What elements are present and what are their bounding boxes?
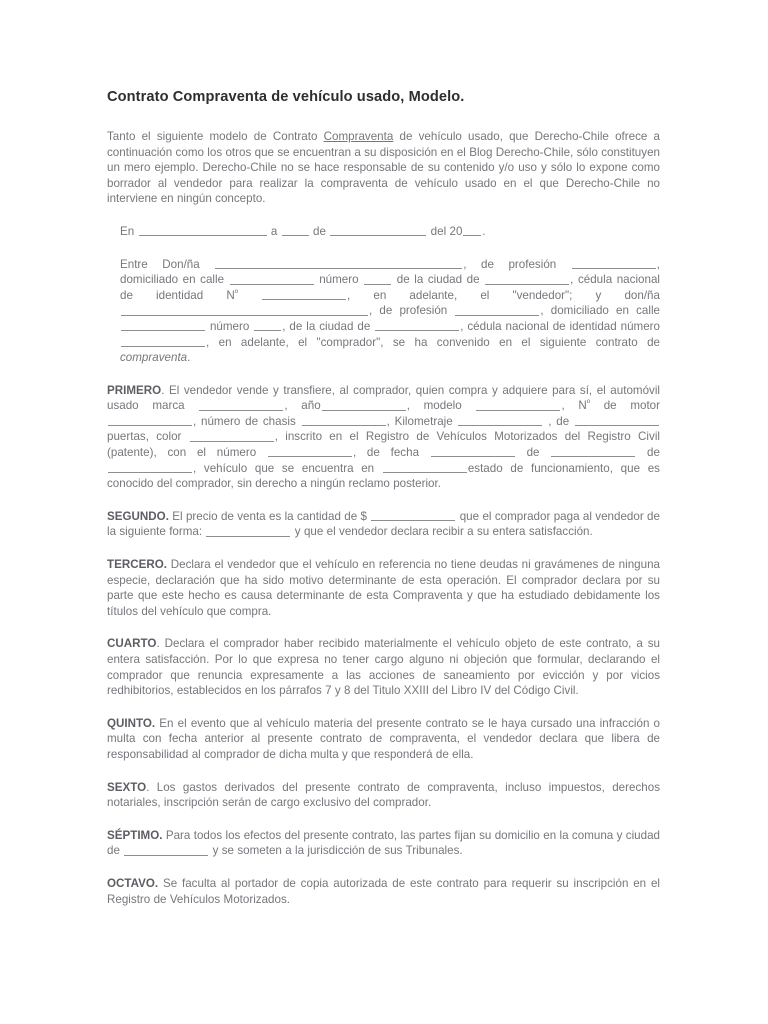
registration-year-blank[interactable]	[108, 461, 192, 473]
engine-number-blank[interactable]	[108, 415, 192, 427]
clause-lead-octavo: OCTAVO.	[107, 876, 159, 890]
clause-lead-cuarto: CUARTO	[107, 637, 157, 651]
day-blank[interactable]	[282, 225, 309, 237]
clause-lead-primero: PRIMERO	[107, 383, 162, 397]
parties-label-ciudad: de la ciudad de	[396, 273, 480, 287]
compraventa-link[interactable]: Compraventa	[323, 129, 394, 143]
jurisdiction-city-blank[interactable]	[124, 844, 208, 856]
primero-text-13: de	[647, 446, 660, 460]
primero-text-4: , N	[561, 399, 587, 413]
segundo-text-3: y que el vendedor declara recibir a su entera satisfacción.	[291, 525, 593, 539]
mileage-blank[interactable]	[458, 415, 542, 427]
place-date-label-del: del 20	[430, 224, 463, 238]
seller-id-blank[interactable]	[262, 288, 346, 300]
place-date-period: .	[482, 224, 486, 238]
primero-text-5: de motor	[589, 399, 661, 413]
parties-label-profesion: , de profesión	[463, 257, 557, 271]
place-date-label-en: En	[120, 224, 135, 238]
primero-text-8: , de	[543, 414, 570, 428]
cuarto-text: . Declara el comprador haber recibido materialmente el vehículo objeto de este contrato, a su entera satisfacción. Por lo que expresa no tener cargo alguno ni objeción que formular, declarando el comprador que renuncia expresamente a las acciones de saneamiento por evicción y por vicios redhibitorios, establecidos en los párrafos 7 y 8 del Titulo XXIII del Libro IV del Código Civil.	[107, 637, 660, 698]
primero-text-3: , modelo	[406, 399, 462, 413]
month-blank[interactable]	[330, 225, 426, 237]
primero-text-15: estado de funcionamiento, que es conocido del comprador, sin derecho a ningún reclamo posterior.	[107, 461, 660, 491]
clause-octavo	[107, 876, 660, 907]
ordinal-marker-motor: º	[586, 398, 590, 409]
buyer-profession-blank[interactable]	[455, 304, 539, 316]
parties-label-numero-2: número	[209, 319, 250, 333]
parties-label-profesion-2: , de profesión	[369, 304, 448, 318]
primero-text-10: , inscrito en el Registro de Vehículos Motorizados del Registro Civil (patente), con el número	[107, 430, 660, 460]
plate-number-blank[interactable]	[268, 446, 352, 458]
vehicle-model-blank[interactable]	[476, 399, 560, 411]
clause-primero	[107, 383, 660, 492]
clause-sexto	[107, 780, 660, 811]
page-title: Contrato Compraventa de vehículo usado, Modelo.	[107, 89, 465, 105]
buyer-id-blank[interactable]	[121, 335, 205, 347]
color-blank[interactable]	[190, 430, 274, 442]
buyer-street-blank[interactable]	[121, 320, 205, 332]
clause-lead-tercero: TERCERO.	[107, 558, 167, 572]
place-and-date-line	[107, 224, 660, 240]
clause-lead-segundo: SEGUNDO.	[107, 509, 169, 523]
primero-text-9: puertas, color	[107, 430, 182, 444]
septimo-text-2: y se someten a la jurisdicción de sus Tribunales.	[209, 844, 463, 858]
parties-label-cedula: , cédula nacional de identidad N	[120, 273, 660, 302]
condition-blank[interactable]	[383, 461, 467, 473]
tercero-text: Declara el vendedor que el vehículo en referencia no tiene deudas ni gravámenes de ninguna especie, declaración que ha sido motivo determinante de esta operación. El comprador declara por su parte que este hecho es causa determinante de esta Compraventa y que ha estudiado debidamente los títulos del vehículo que compra.	[107, 558, 660, 618]
seller-street-blank[interactable]	[230, 273, 314, 285]
parties-period: .	[187, 351, 191, 365]
buyer-street-number-blank[interactable]	[254, 320, 281, 332]
seller-name-blank[interactable]	[215, 257, 462, 269]
payment-form-blank[interactable]	[206, 525, 290, 537]
clause-lead-quinto: QUINTO.	[107, 716, 156, 730]
primero-text-1: . El vendedor vende y transfiere, al comprador, quien compra y adquiere para sí, el automóvil usado marca	[107, 383, 660, 413]
primero-text-2: , año	[284, 399, 321, 413]
clause-septimo	[107, 828, 660, 859]
parties-label-vendedor: , en adelante, el "vendedor"; y don/ña	[347, 288, 660, 302]
primero-text-6: , número de chasis	[193, 414, 296, 428]
doors-blank[interactable]	[575, 415, 659, 427]
intro-paragraph	[107, 129, 660, 207]
seller-street-number-blank[interactable]	[364, 273, 391, 285]
clause-segundo	[107, 509, 660, 540]
sexto-text: . Los gastos derivados del presente contrato de compraventa, incluso impuestos, derechos notariales, inscripción serán de cargo exclusivo del comprador.	[107, 780, 660, 810]
parties-label-domiciliado-2: , domiciliado en calle	[540, 304, 660, 318]
parties-label-domiciliado: , domiciliado en calle	[120, 257, 660, 287]
registration-day-blank[interactable]	[431, 446, 515, 458]
primero-text-7: , Kilometraje	[386, 414, 453, 428]
year-blank[interactable]	[463, 225, 481, 237]
place-date-label-a: a	[270, 224, 278, 238]
clause-lead-septimo: SÉPTIMO.	[107, 828, 163, 842]
septimo-text-1: Para todos los efectos del presente contrato, las partes fijan su domicilio en la comuna y ciudad de	[107, 828, 660, 858]
compraventa-italic: compraventa	[120, 351, 188, 365]
parties-label-entre: Entre Don/ña	[120, 257, 200, 271]
clause-lead-sexto: SEXTO	[107, 780, 147, 794]
segundo-text-2: que el comprador paga al vendedor de la siguiente forma:	[107, 509, 660, 539]
buyer-city-blank[interactable]	[375, 320, 459, 332]
ordinal-marker: º	[234, 287, 238, 298]
quinto-text: En el evento que al vehículo materia del presente contrato se le haya cursado una infracción o multa con fecha anterior al presente contrato de compraventa, el vendedor declara que libera de responsabilidad al comprador de dicha multa y que responderá de ella.	[107, 716, 660, 761]
vehicle-year-blank[interactable]	[322, 399, 406, 411]
parties-label-numero: número	[319, 273, 359, 287]
intro-text-after-link: de vehículo usado, que Derecho-Chile ofrece a continuación como los otros que se encuentran a su disposición en el Blog Derecho-Chile, sólo constituyen un mero ejemplo. Derecho-Chile no se hace responsable de su contenido y/o uso y sólo lo expone como borrador al vendedor para realizar la compraventa de vehículo usado en el que Derecho-Chile no interviene en ningún concepto.	[107, 129, 660, 206]
chassis-number-blank[interactable]	[302, 415, 386, 427]
primero-text-11: , de fecha	[352, 446, 420, 460]
primero-text-12: de	[526, 446, 540, 460]
parties-label-comprador: , en adelante, el "comprador", se ha convenido en el siguiente contrato de	[206, 335, 660, 349]
parties-label-ciudad-2: , de la ciudad de	[282, 319, 371, 333]
segundo-text-1: El precio de venta es la cantidad de $	[168, 509, 367, 523]
parties-paragraph	[107, 257, 660, 366]
clause-quinto	[107, 716, 660, 763]
clause-cuarto	[107, 636, 660, 698]
registration-month-blank[interactable]	[551, 446, 635, 458]
clause-tercero	[107, 557, 660, 619]
primero-text-14: , vehículo que se encuentra en	[193, 461, 375, 475]
vehicle-brand-blank[interactable]	[199, 399, 283, 411]
parties-label-cedula-2: , cédula nacional de identidad número	[460, 319, 660, 333]
price-blank[interactable]	[371, 510, 455, 522]
seller-profession-blank[interactable]	[572, 257, 656, 269]
octavo-text: Se faculta al portador de copia autorizada de este contrato para requerir su inscripción en el Registro de Vehículos Motorizados.	[107, 876, 660, 906]
buyer-name-blank[interactable]	[121, 304, 368, 316]
place-date-label-de: de	[313, 224, 326, 238]
seller-city-blank[interactable]	[485, 273, 569, 285]
intro-text-before-link: Tanto el siguiente modelo de Contrato	[107, 129, 324, 143]
place-blank[interactable]	[139, 225, 267, 237]
